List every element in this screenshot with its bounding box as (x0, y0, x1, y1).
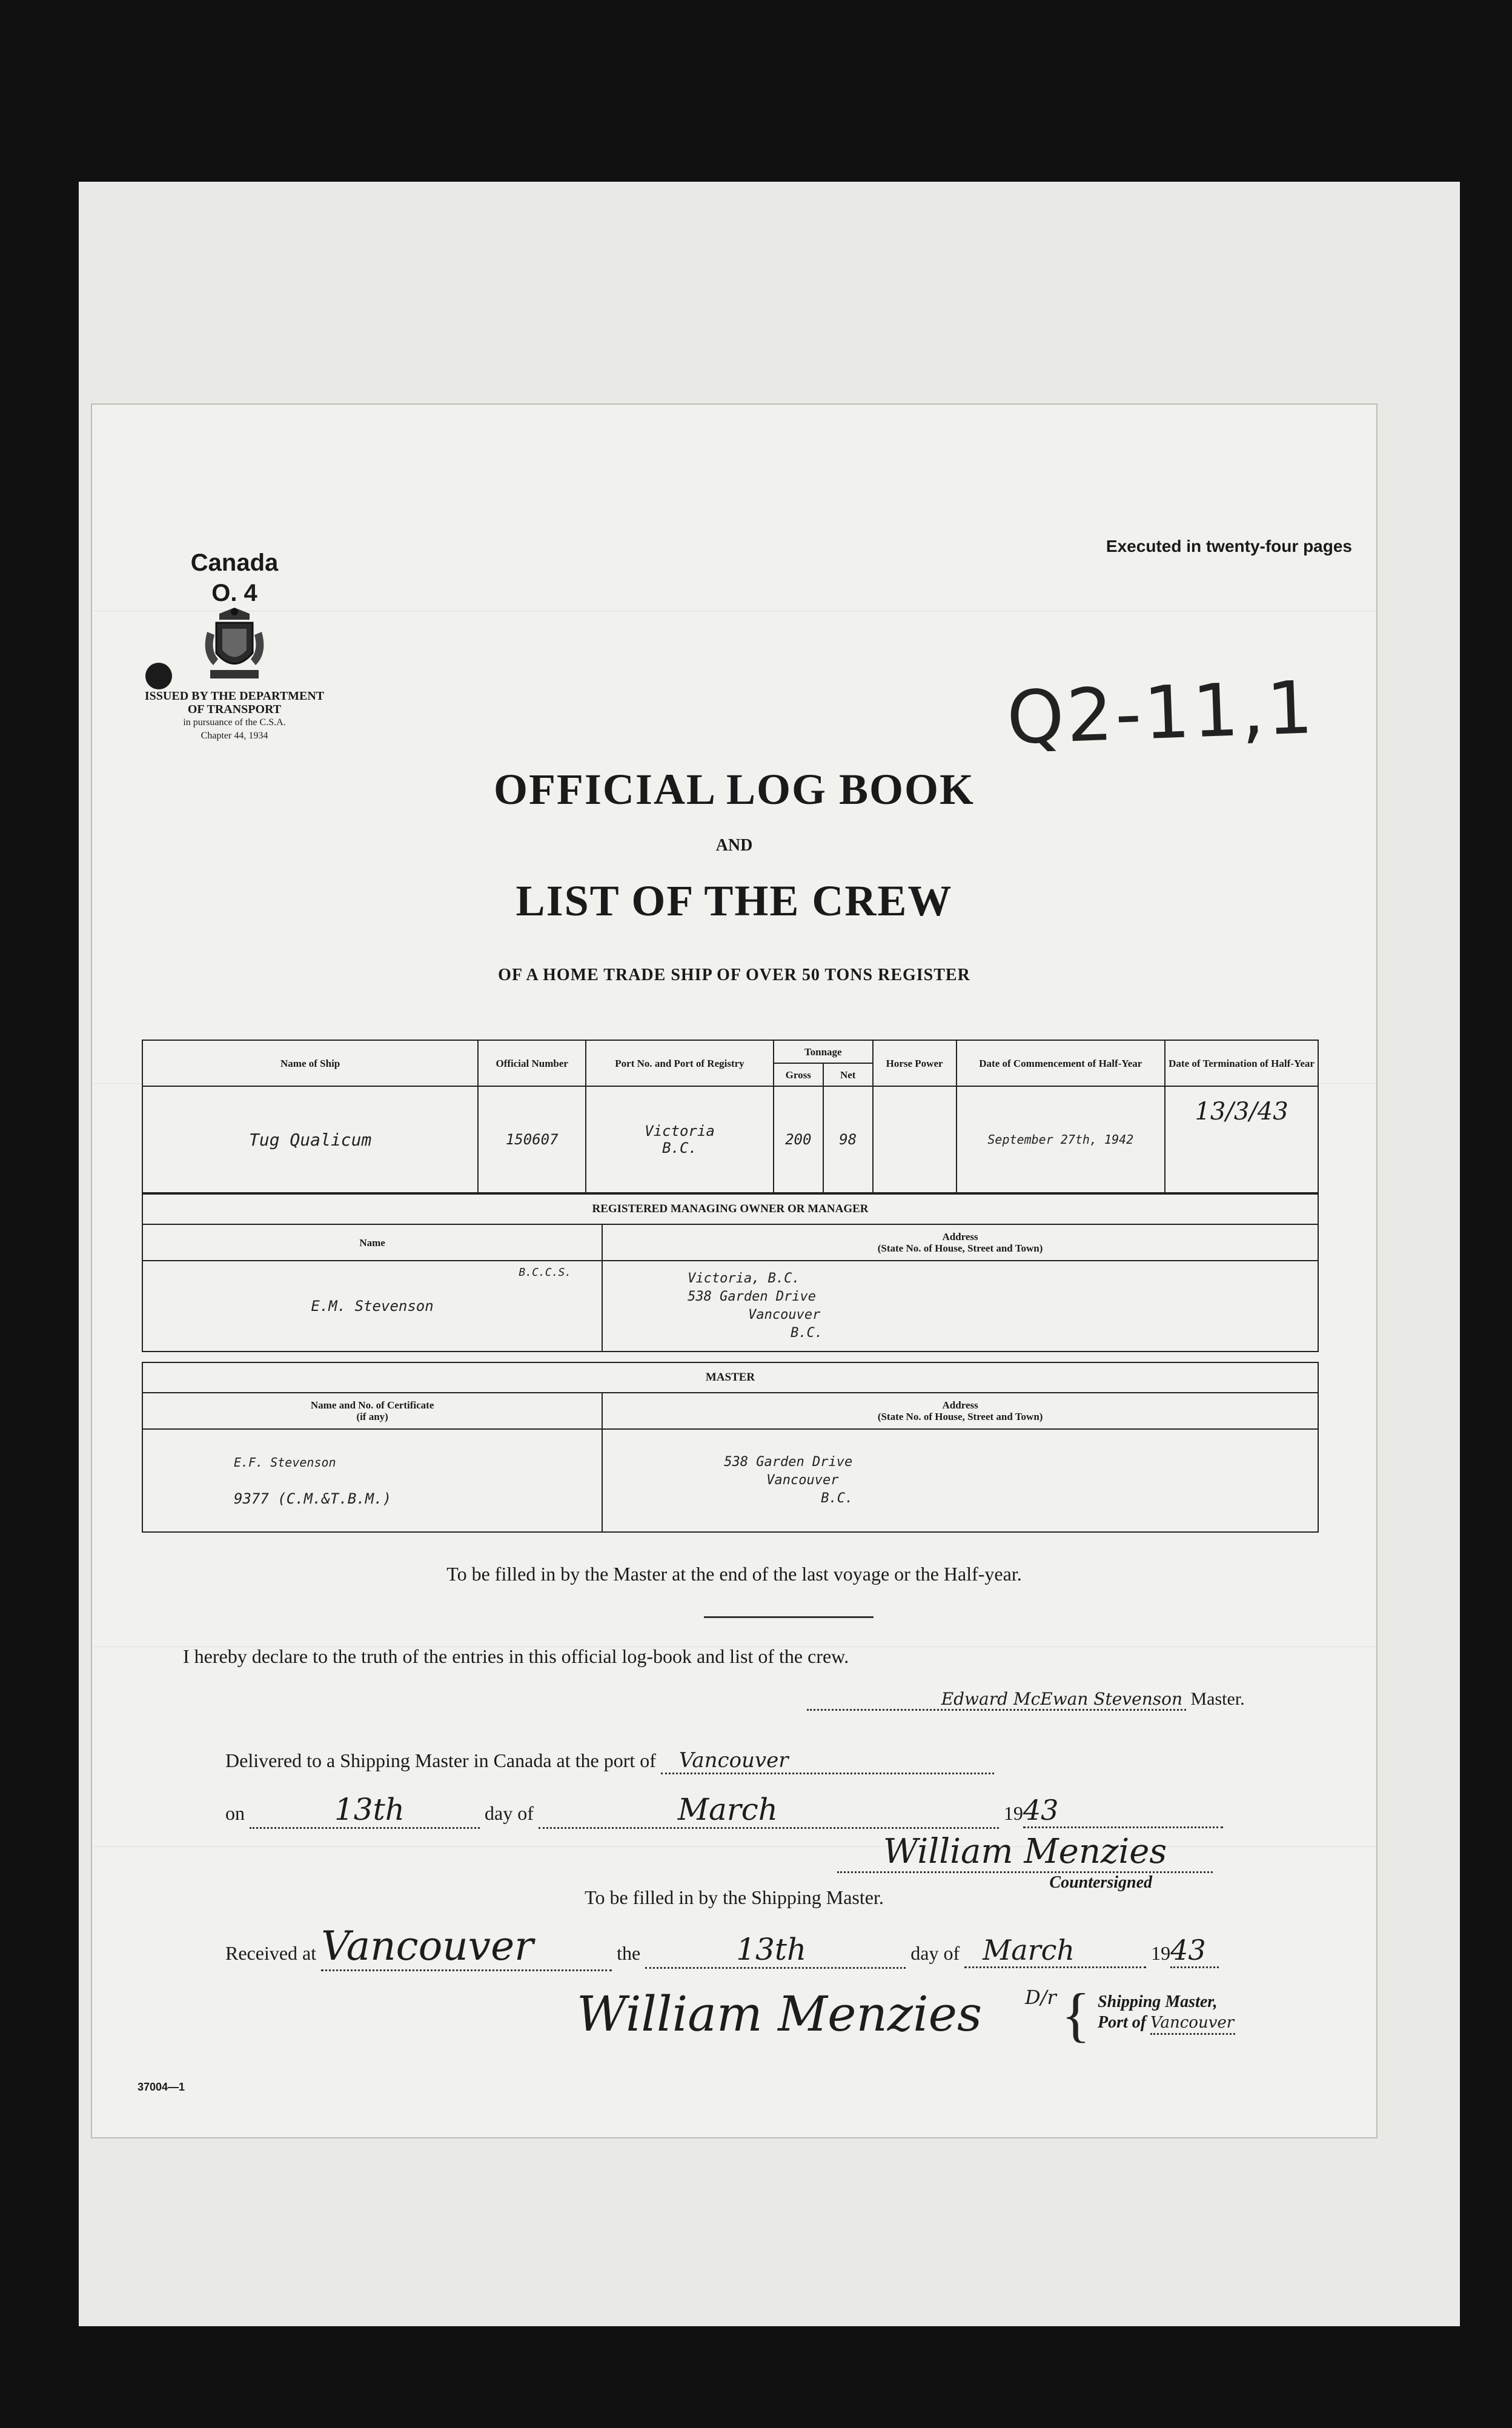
bracket-glyph: { (1061, 1981, 1090, 2048)
delivered-year: 43 (1023, 1794, 1223, 1828)
page-title-2: LIST OF THE CREW (516, 877, 953, 925)
master-signature: Edward McEwan Stevenson (807, 1689, 1186, 1711)
form-code: O. 4 (211, 580, 257, 606)
delivered-month: March (539, 1792, 999, 1829)
owner-address-sublabel: (State No. of House, Street and Town) (877, 1242, 1043, 1254)
owner-address-header (602, 1224, 1318, 1261)
master-section-title: MASTER (142, 1362, 1318, 1393)
owner-address-line-4: B.C. (791, 1325, 823, 1341)
header-net: Net (823, 1063, 873, 1086)
page-title: OFFICIAL LOG BOOK (493, 765, 975, 814)
value-port-line-2: B.C. (662, 1139, 697, 1156)
master-name-label: Name and No. of Certificate (310, 1399, 434, 1411)
master-name-value: E.F. Stevenson (234, 1455, 336, 1470)
owner-section-title: REGISTERED MANAGING OWNER OR MANAGER (142, 1194, 1318, 1224)
countersigned-label: Countersigned (1049, 1873, 1152, 1892)
header-port: Port No. and Port of Registry (586, 1040, 774, 1086)
master-address-sublabel: (State No. of House, Street and Town) (877, 1411, 1043, 1422)
delivered-label: Delivered to a Shipping Master in Canada at the port of (225, 1750, 656, 1771)
issued-line-2: OF TRANSPORT (187, 703, 282, 716)
value-commencement: September 27th, 1942 (957, 1086, 1166, 1193)
owner-name-value: E.M. Stevenson (311, 1298, 434, 1315)
divider-rule (704, 1616, 874, 1618)
master-label: Master. (1190, 1689, 1245, 1709)
value-name-of-ship: Tug Qualicum (142, 1086, 478, 1193)
delivered-day: 13th (250, 1792, 480, 1829)
shipping-master-initials: D/r (1025, 1986, 1056, 2009)
delivered-port: Vancouver (661, 1748, 994, 1774)
master-signature-line (807, 1689, 1245, 1711)
master-name-sublabel: (if any) (356, 1411, 388, 1422)
year-prefix: 19 (1003, 1802, 1023, 1824)
received-line (225, 1923, 1340, 1971)
master-table (142, 1362, 1319, 1533)
owner-name-header: Name (142, 1224, 602, 1261)
header-commencement: Date of Commencement of Half-Year (957, 1040, 1166, 1086)
owner-table (142, 1193, 1319, 1352)
owner-address-line-2: 538 Garden Drive (688, 1289, 817, 1304)
the-label: the (617, 1942, 641, 1964)
page-subtitle: OF A HOME TRADE SHIP OF OVER 50 TONS REGISTER (498, 966, 970, 984)
shipping-master-label: Shipping Master, (1098, 1992, 1218, 2011)
master-address-line-3: B.C. (821, 1491, 854, 1506)
issued-line-1: ISSUED BY THE DEPARTMENT (144, 689, 325, 703)
master-address-label: Address (942, 1399, 978, 1411)
port-of-label: Port of (1098, 2013, 1147, 2032)
handwritten-reference: Q2-11,1 (1005, 666, 1317, 761)
countersign-block (837, 1832, 1213, 1892)
value-port-line-1: Victoria (645, 1123, 715, 1139)
master-certificate-value: 9377 (C.M.&T.B.M.) (234, 1490, 392, 1507)
coat-of-arms-icon (201, 605, 268, 683)
port-of-value: Vancouver (1150, 2012, 1235, 2035)
delivered-date-line (225, 1792, 1316, 1829)
received-label: Received at (225, 1942, 317, 1964)
header-termination: Date of Termination of Half-Year (1165, 1040, 1318, 1086)
ship-table (142, 1040, 1319, 1193)
master-instruction: To be filled in by the Master at the end of the last voyage or the Half-year. (446, 1563, 1022, 1585)
received-year-prefix: 19 (1151, 1942, 1171, 1964)
received-port: Vancouver (321, 1923, 612, 1971)
issued-line-3: in pursuance of the C.S.A. (183, 717, 286, 728)
executed-note: Executed in twenty-four pages (1106, 537, 1352, 556)
header-country (183, 548, 286, 608)
master-address-header (602, 1393, 1318, 1429)
value-port (586, 1086, 774, 1193)
value-horse-power (873, 1086, 957, 1193)
master-name-cell (142, 1429, 602, 1532)
shipping-master-signature: William Menzies (577, 1986, 983, 2042)
received-day: 13th (645, 1932, 906, 1969)
received-month: March (964, 1934, 1146, 1968)
header-horse-power: Horse Power (873, 1040, 957, 1086)
owner-address-label: Address (942, 1231, 978, 1242)
issued-line-4: Chapter 44, 1934 (201, 731, 268, 741)
owner-address-line-3: Vancouver (748, 1307, 821, 1322)
header-gross: Gross (774, 1063, 823, 1086)
countersign-signature: William Menzies (837, 1832, 1213, 1873)
declaration-text: I hereby declare to the truth of the entries in this official log-book and list of the crew. (183, 1645, 849, 1667)
owner-name-cell (142, 1261, 602, 1352)
title-and: AND (715, 836, 753, 855)
master-name-header (142, 1393, 602, 1429)
header-official-number: Official Number (478, 1040, 586, 1086)
master-address-cell (602, 1429, 1318, 1532)
value-official-number: 150607 (478, 1086, 586, 1193)
delivered-line (225, 1748, 994, 1774)
received-day-of-label: day of (910, 1942, 960, 1964)
country-label: Canada (190, 549, 279, 576)
owner-name-note: B.C.C.S. (519, 1266, 572, 1279)
shipping-master-instruction: To be filled in by the Shipping Master. (585, 1886, 884, 1908)
issued-by-block (134, 689, 334, 743)
value-net: 98 (823, 1086, 873, 1193)
header-name-of-ship: Name of Ship (142, 1040, 478, 1086)
value-termination: 13/3/43 (1165, 1086, 1318, 1193)
received-year: 43 (1170, 1934, 1219, 1968)
owner-address-cell (602, 1261, 1318, 1352)
owner-address-line-1: Victoria, B.C. (688, 1271, 800, 1286)
punch-hole (145, 663, 172, 689)
header-tonnage: Tonnage (774, 1040, 873, 1063)
shipping-master-label-block (1098, 1992, 1235, 2035)
document-page (92, 405, 1376, 2137)
day-of-label: day of (485, 1802, 534, 1824)
master-address-line-2: Vancouver (766, 1473, 839, 1488)
value-gross: 200 (774, 1086, 823, 1193)
master-address-line-1: 538 Garden Drive (724, 1454, 853, 1470)
on-label: on (225, 1802, 245, 1824)
form-number: 37004—1 (138, 2081, 185, 2093)
